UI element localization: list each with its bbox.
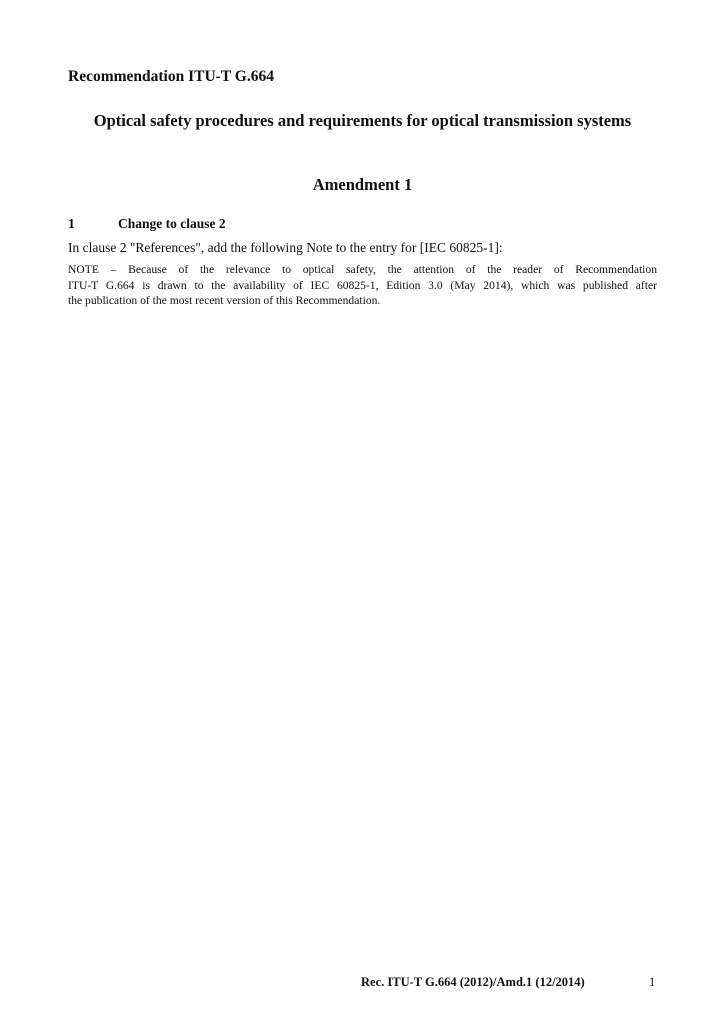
clause-heading-text: Change to clause 2 <box>118 216 226 231</box>
footer-reference: Rec. ITU-T G.664 (2012)/Amd.1 (12/2014) <box>361 975 585 989</box>
clause-number: 1 <box>68 216 75 231</box>
recommendation-title: Recommendation ITU-T G.664 <box>68 68 274 85</box>
clause-heading <box>68 216 226 232</box>
note-paragraph <box>68 262 657 309</box>
document-title: Optical safety procedures and requirements for optical transmission systems <box>93 111 632 130</box>
note-line: NOTE – Because of the relevance to optical safety, the attention of the reader of Recommendation <box>68 263 657 276</box>
amendment-heading: Amendment 1 <box>312 175 413 194</box>
page-number: 1 <box>649 975 656 989</box>
note-line: ITU-T G.664 is drawn to the availability of IEC 60825-1, Edition 3.0 (May 2014), which was published after <box>68 278 657 292</box>
clause-instruction: In clause 2 "References", add the following Note to the entry for [IEC 60825-1]: <box>68 240 503 255</box>
note-line: the publication of the most recent version of this Recommendation. <box>68 294 381 307</box>
